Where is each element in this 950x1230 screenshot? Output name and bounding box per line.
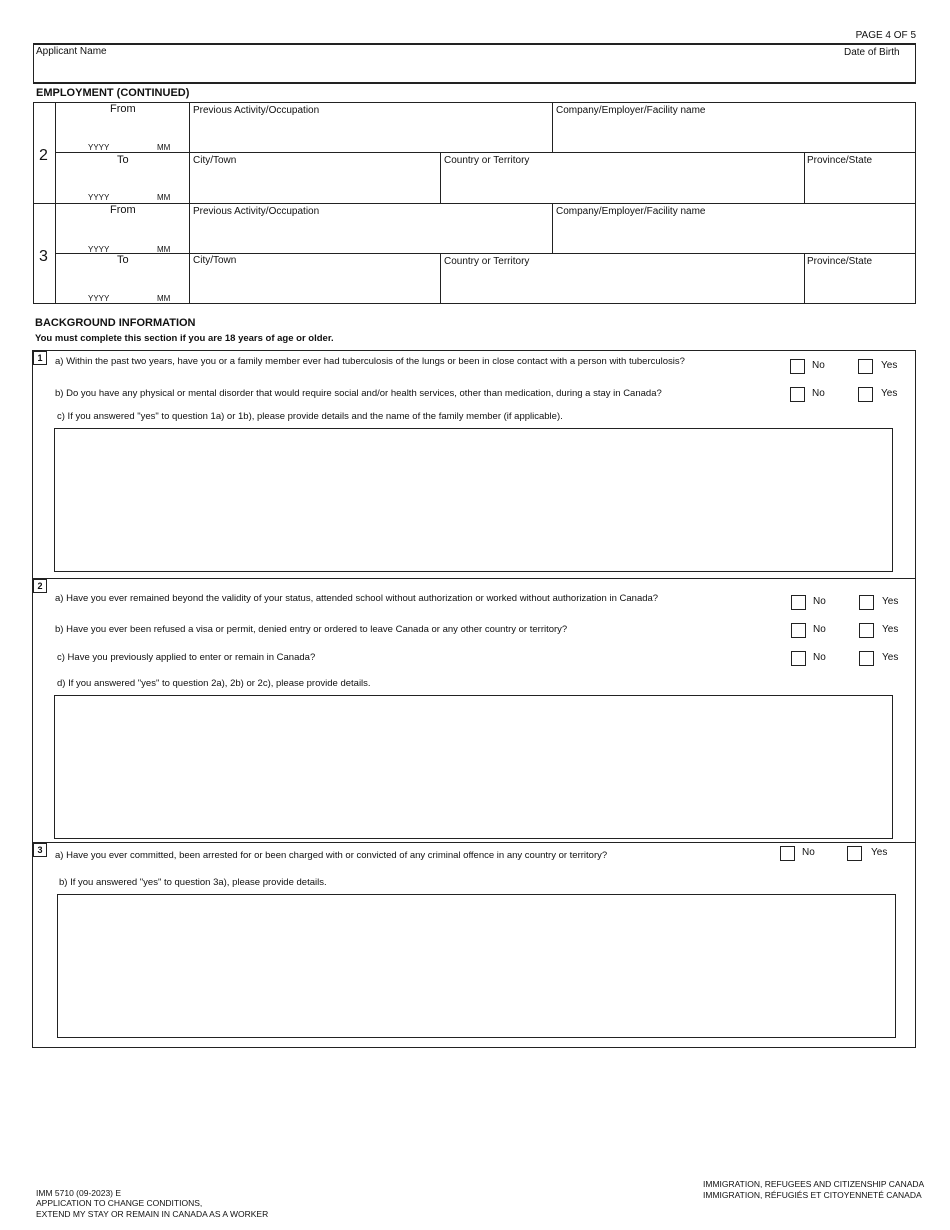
employment-section-title: EMPLOYMENT (CONTINUED) [36, 87, 190, 99]
form-title-line-2: EXTEND MY STAY OR REMAIN IN CANADA AS A WORKER [36, 1209, 269, 1219]
no-label: No [802, 847, 815, 858]
q2a-yes-checkbox[interactable] [859, 595, 874, 610]
city-label: City/Town [193, 255, 237, 266]
yes-label: Yes [882, 624, 899, 635]
yyyy-label: YYYY [88, 193, 110, 202]
province-label: Province/State [807, 155, 873, 166]
department-name-en: IMMIGRATION, REFUGEES AND CITIZENSHIP CANADA [703, 1179, 925, 1189]
mm-label: MM [157, 143, 171, 152]
form-code: IMM 5710 (09-2023) E [36, 1188, 122, 1198]
q1a-yes-checkbox[interactable] [858, 359, 873, 374]
yes-label: Yes [871, 847, 888, 858]
date-of-birth-label: Date of Birth [844, 47, 900, 58]
question-2b-text: b) Have you ever been refused a visa or permit, denied entry or ordered to leave Canada or any other country or territory? [55, 624, 568, 635]
no-label: No [813, 652, 826, 663]
q2c-yes-checkbox[interactable] [859, 651, 874, 666]
no-label: No [813, 596, 826, 607]
question-2c-text: c) Have you previously applied to enter or remain in Canada? [57, 652, 316, 663]
company-label: Company/Employer/Facility name [556, 105, 706, 116]
question-number: 2 [33, 579, 47, 593]
occupation-label: Previous Activity/Occupation [193, 206, 320, 217]
q1b-no-checkbox[interactable] [790, 387, 805, 402]
from-label: From [110, 204, 136, 216]
no-label: No [812, 388, 825, 399]
city-label: City/Town [193, 155, 237, 166]
occupation-label: Previous Activity/Occupation [193, 105, 320, 116]
country-label: Country or Territory [444, 155, 530, 166]
q2c-no-checkbox[interactable] [791, 651, 806, 666]
question-1a-text: a) Within the past two years, have you or a family member ever had tuberculosis of the lungs or been in close contact with a person with tuberculosis? [55, 356, 685, 367]
question-number: 3 [33, 843, 47, 857]
mm-label: MM [157, 294, 171, 303]
yes-label: Yes [881, 388, 898, 399]
q2b-yes-checkbox[interactable] [859, 623, 874, 638]
applicant-header-field[interactable] [33, 43, 916, 84]
q2a-no-checkbox[interactable] [791, 595, 806, 610]
yyyy-label: YYYY [88, 245, 110, 254]
q1a-no-checkbox[interactable] [790, 359, 805, 374]
q2b-no-checkbox[interactable] [791, 623, 806, 638]
no-label: No [812, 360, 825, 371]
yyyy-label: YYYY [88, 143, 110, 152]
q3a-yes-checkbox[interactable] [847, 846, 862, 861]
department-name-fr: IMMIGRATION, RÉFUGIÉS ET CITOYENNETÉ CANADA [703, 1190, 922, 1200]
question-2d-text: d) If you answered "yes" to question 2a), 2b) or 2c), please provide details. [57, 678, 371, 689]
employment-row-number: 2 [39, 147, 48, 164]
question-3b-text: b) If you answered "yes" to question 3a), please provide details. [59, 877, 327, 888]
question-3a-text: a) Have you ever committed, been arrested for or been charged with or convicted of any criminal offence in any country or territory? [55, 850, 608, 861]
to-label: To [117, 154, 129, 166]
from-label: From [110, 103, 136, 115]
applicant-name-label: Applicant Name [36, 46, 107, 57]
q2-details-textarea[interactable] [54, 695, 893, 839]
province-label: Province/State [807, 256, 873, 267]
country-label: Country or Territory [444, 256, 530, 267]
question-number: 1 [33, 351, 47, 365]
question-1b-text: b) Do you have any physical or mental disorder that would require social and/or health services, other than medication, during a stay in Canada? [55, 388, 662, 399]
q1-details-textarea[interactable] [54, 428, 893, 572]
mm-label: MM [157, 193, 171, 202]
background-section-title: BACKGROUND INFORMATION [35, 317, 196, 329]
q3-details-textarea[interactable] [57, 894, 896, 1038]
to-label: To [117, 254, 129, 266]
question-1c-text: c) If you answered "yes" to question 1a) or 1b), please provide details and the name of the family member (if applicable). [57, 411, 563, 422]
employment-row-number: 3 [39, 248, 48, 265]
q3a-no-checkbox[interactable] [780, 846, 795, 861]
yes-label: Yes [881, 360, 898, 371]
yes-label: Yes [882, 596, 899, 607]
form-title-line-1: APPLICATION TO CHANGE CONDITIONS, [36, 1198, 203, 1208]
background-subtitle: You must complete this section if you are 18 years of age or older. [35, 333, 334, 344]
question-2a-text: a) Have you ever remained beyond the validity of your status, attended school without authorization or worked without authorization in Canada? [55, 593, 659, 604]
mm-label: MM [157, 245, 171, 254]
company-label: Company/Employer/Facility name [556, 206, 706, 217]
q1b-yes-checkbox[interactable] [858, 387, 873, 402]
yes-label: Yes [882, 652, 899, 663]
page-number: PAGE 4 OF 5 [855, 30, 916, 41]
no-label: No [813, 624, 826, 635]
yyyy-label: YYYY [88, 294, 110, 303]
